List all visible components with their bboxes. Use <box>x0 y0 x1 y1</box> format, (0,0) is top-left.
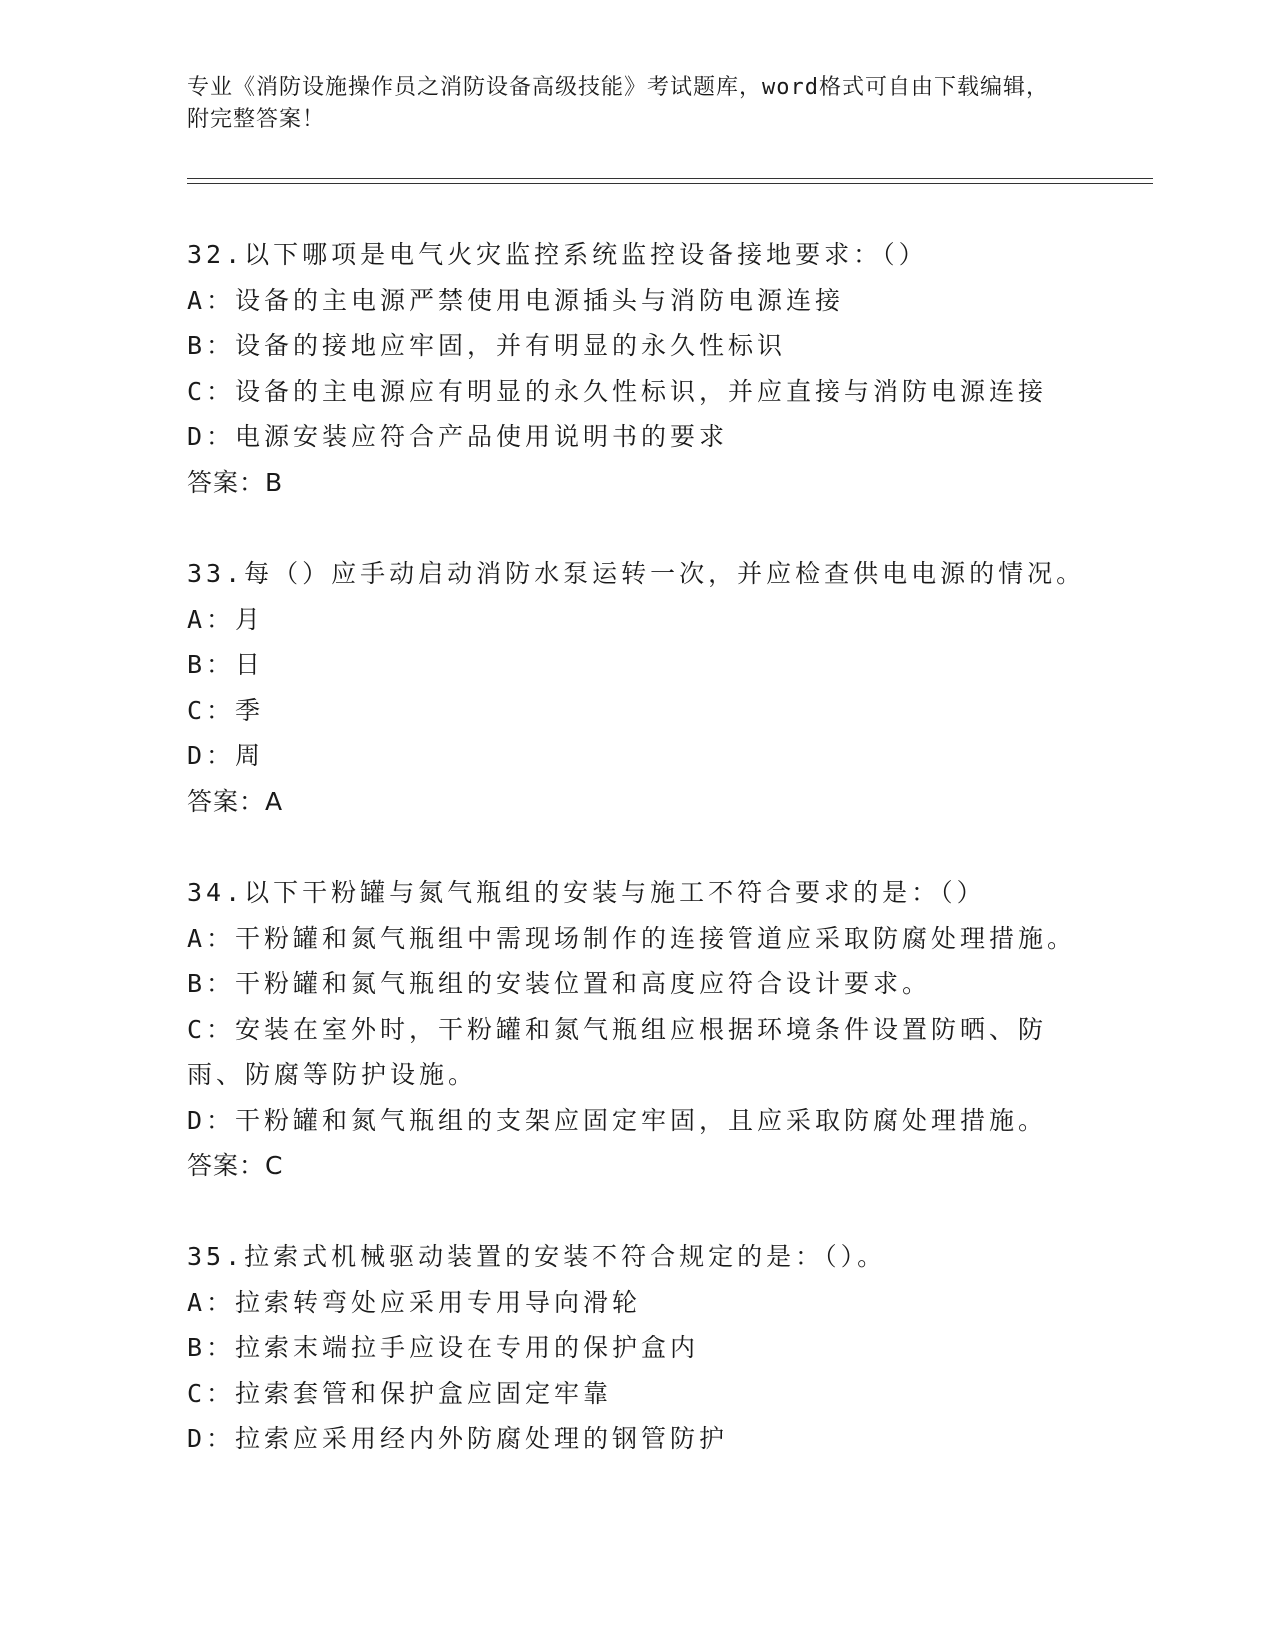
option-a: A：干粉罐和氮气瓶组中需现场制作的连接管道应采取防腐处理措施。 <box>187 923 1077 953</box>
option-c: C：拉索套管和保护盒应固定牢靠 <box>187 1378 613 1408</box>
option-c: C：季 <box>187 695 265 725</box>
question-stem: 33.每（）应手动启动消防水泵运转一次，并应检查供电电源的情况。 <box>187 559 1086 588</box>
option-a: A：设备的主电源严禁使用电源插头与消防电源连接 <box>187 285 845 315</box>
question-32 <box>187 232 1087 505</box>
option-b: B：日 <box>187 650 265 679</box>
question-33 <box>187 551 1087 824</box>
header-divider-top <box>187 178 1153 179</box>
question-stem: 32.以下哪项是电气火灾监控系统监控设备接地要求：（） <box>187 240 928 269</box>
option-c: C：安装在室外时，干粉罐和氮气瓶组应根据环境条件设置防晒、防雨、防腐等防护设施。 <box>187 1014 1048 1089</box>
option-d: D：拉索应采用经内外防腐处理的钢管防护 <box>187 1424 729 1453</box>
option-d: D：周 <box>187 741 265 770</box>
option-d: D：电源安装应符合产品使用说明书的要求 <box>187 422 729 451</box>
question-stem: 34.以下干粉罐与氮气瓶组的安装与施工不符合要求的是：（） <box>187 878 986 907</box>
option-b: B：拉索末端拉手应设在专用的保护盒内 <box>187 1333 700 1362</box>
option-d: D：干粉罐和氮气瓶组的支架应固定牢固，且应采取防腐处理措施。 <box>187 1105 1048 1135</box>
answer: 答案：C <box>187 1151 284 1180</box>
question-34 <box>187 870 1087 1189</box>
option-b: B：设备的接地应牢固，并有明显的永久性标识 <box>187 331 787 360</box>
option-b: B：干粉罐和氮气瓶组的安装位置和高度应符合设计要求。 <box>187 969 932 998</box>
question-stem: 35.拉索式机械驱动装置的安装不符合规定的是：（）。 <box>187 1242 887 1271</box>
document-header: 专业《消防设施操作员之消防设备高级技能》考试题库，word格式可自由下载编辑，附完整答案！ <box>187 75 1049 132</box>
option-a: A：月 <box>187 604 265 634</box>
option-c: C：设备的主电源应有明显的永久性标识，并应直接与消防电源连接 <box>187 376 1048 406</box>
header-divider-bottom <box>187 183 1153 184</box>
answer: 答案：A <box>187 786 284 816</box>
answer: 答案：B <box>187 467 284 497</box>
question-35 <box>187 1234 1087 1462</box>
option-a: A：拉索转弯处应采用专用导向滑轮 <box>187 1287 642 1317</box>
